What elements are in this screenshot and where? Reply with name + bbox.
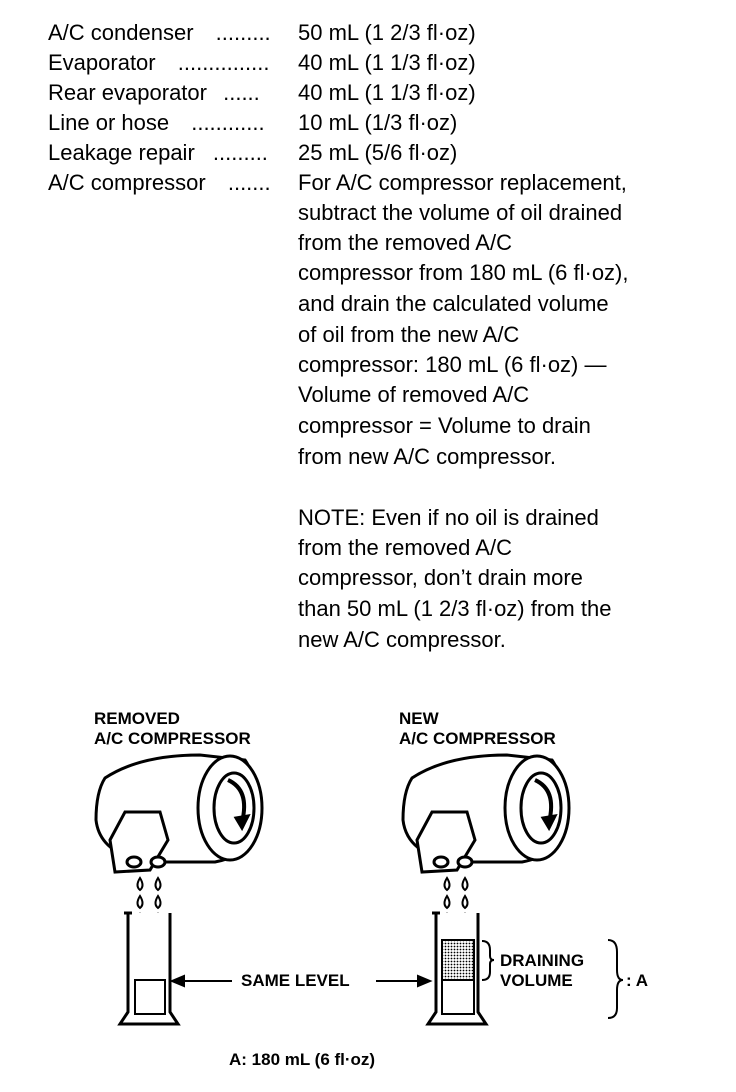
spec-label: A/C compressor: [48, 170, 206, 195]
figure-caption: A: 180 mL (6 fl·oz): [229, 1050, 376, 1069]
spec-label: A/C condenser: [48, 20, 194, 45]
note-line: from the removed A/C: [298, 535, 512, 560]
instruction-line: from new A/C compressor.: [298, 444, 556, 469]
spec-row-rear-evaporator: [48, 78, 260, 108]
removed-oil-drops: [138, 878, 161, 926]
a-marker-label: : A: [626, 971, 649, 990]
instruction-line: of oil from the new A/C: [298, 322, 520, 347]
spec-row-line-or-hose: [48, 108, 265, 138]
instruction-line: compressor: 180 mL (6 fl·oz) —: [298, 352, 607, 377]
new-oil-drops: [445, 878, 468, 926]
note-line: than 50 mL (1 2/3 fl·oz) from the: [298, 596, 612, 621]
note-line: compressor, don’t drain more: [298, 565, 583, 590]
note-line: NOTE: Even if no oil is drained: [298, 505, 599, 530]
same-level-label: SAME LEVEL: [241, 971, 350, 990]
instruction-line: from the removed A/C: [298, 230, 512, 255]
spec-leader-dots: .........: [212, 140, 268, 165]
new-measuring-cylinder: [428, 913, 486, 1024]
spec-label: Leakage repair: [48, 140, 195, 165]
new-compressor-label: A/C COMPRESSOR: [399, 729, 556, 748]
removed-compressor-icon: [96, 755, 262, 872]
spec-leader-dots: .........: [215, 20, 271, 45]
spec-row-evaporator: [48, 48, 269, 78]
removed-compressor-label: A/C COMPRESSOR: [94, 729, 251, 748]
spec-value: For A/C compressor replacement,: [298, 170, 627, 195]
draining-volume-brace: [482, 941, 494, 980]
spec-label: Line or hose: [48, 110, 170, 135]
removed-compressor-label: REMOVED: [94, 709, 180, 728]
spec-value: 40 mL (1 1/3 fl·oz): [298, 50, 476, 75]
spec-leader-dots: .......: [227, 170, 271, 195]
spec-row-condenser: [48, 18, 271, 48]
instruction-line: compressor from 180 mL (6 fl·oz),: [298, 260, 629, 285]
instruction-line: and drain the calculated volume: [298, 291, 609, 316]
spec-label: Rear evaporator: [48, 80, 207, 105]
spec-value: 50 mL (1 2/3 fl·oz): [298, 20, 476, 45]
instruction-line: subtract the volume of oil drained: [298, 200, 623, 225]
spec-leader-dots: ............: [191, 110, 265, 135]
instruction-line: compressor = Volume to drain: [298, 413, 591, 438]
a-brace: [608, 940, 623, 1018]
spec-value: 40 mL (1 1/3 fl·oz): [298, 80, 476, 105]
note-line: new A/C compressor.: [298, 627, 506, 652]
spec-value: 25 mL (5/6 fl·oz): [298, 140, 458, 165]
spec-leader-dots: ......: [223, 80, 260, 105]
spec-value: 10 mL (1/3 fl·oz): [298, 110, 458, 135]
new-compressor-icon: [403, 755, 569, 872]
draining-volume-label: VOLUME: [500, 971, 573, 990]
instruction-line: Volume of removed A/C: [298, 382, 530, 407]
spec-row-compressor: [48, 168, 271, 198]
spec-row-leakage-repair: [48, 138, 268, 168]
removed-measuring-cylinder: [120, 913, 178, 1024]
spec-leader-dots: ...............: [177, 50, 270, 75]
draining-volume-label: DRAINING: [500, 951, 585, 970]
spec-label: Evaporator: [48, 50, 156, 75]
new-compressor-label: NEW: [399, 709, 439, 728]
